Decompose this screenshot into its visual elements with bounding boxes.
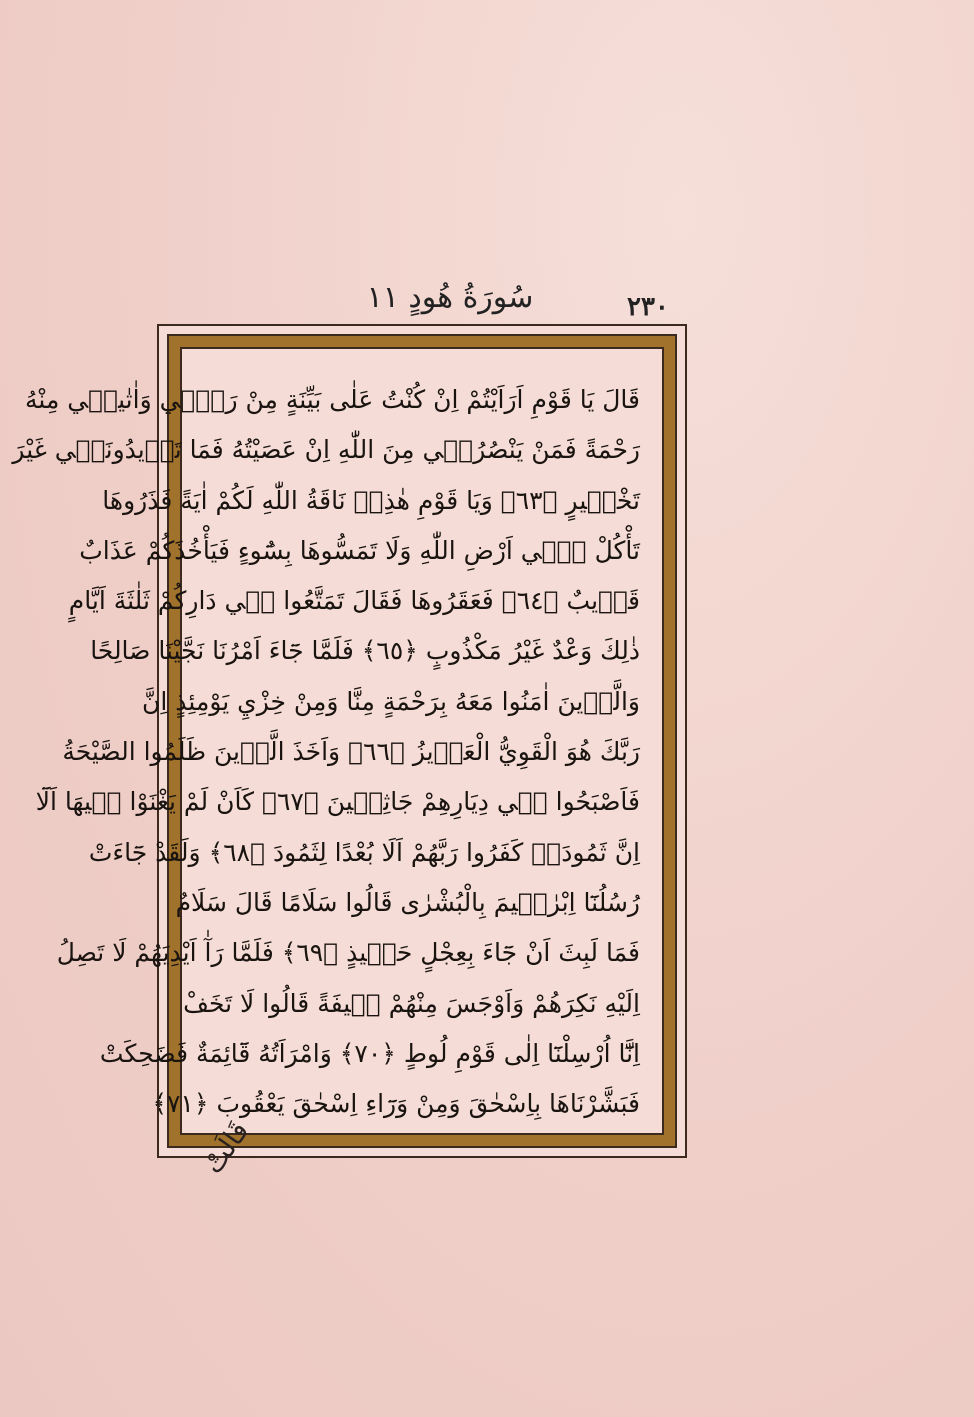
verse-line: فَاَصْبَحُوا ف۪ي دِيَارِهِمْ جَاثِم۪ينَ ﴿٦٧﴾ كَاَنْ لَمْ يَغْنَوْا ف۪يهَا اَلَٓا bbox=[35, 787, 640, 817]
gold-border bbox=[12, 334, 677, 1148]
verse-line: تَأْكُلْ ف۪ٓي اَرْضِ اللّٰهِ وَلَا تَمَسُّوهَا بِسُٓوءٍ فَيَأْخُذَكُمْ عَذَابٌ bbox=[79, 535, 640, 565]
text-frame bbox=[12, 324, 687, 1158]
verse-line: تَخْس۪يرٍ ﴿٦٣﴾ وَيَا قَوْمِ هٰذِه۪ نَاقَةُ اللّٰهِ لَكُمْ اٰيَةً فَذَرُوهَا bbox=[102, 485, 640, 515]
page-header bbox=[165, 280, 685, 328]
verse-line: فَمَا لَبِثَ اَنْ جَٓاءَ بِعِجْلٍ حَن۪يذٍ ﴿٦٩﴾ فَلَمَّا رَآٰ اَيْدِيَهُمْ لَا تَصِلُ bbox=[56, 938, 640, 968]
verse-line: وَالَّذ۪ينَ اٰمَنُوا مَعَهُ بِرَحْمَةٍ مِنَّا وَمِنْ خِزْيِ يَوْمِئِذٍ اِنَّ bbox=[142, 686, 640, 716]
verse-line: فَبَشَّرْنَاهَا بِاِسْحٰقَ وَمِنْ وَرَٓاءِ اِسْحٰقَ يَعْقُوبَ ﴿٧١﴾ bbox=[152, 1089, 640, 1119]
text-panel bbox=[12, 347, 664, 1135]
verse-line: اِلَيْهِ نَكِرَهُمْ وَاَوْجَسَ مِنْهُمْ خ۪يفَةً قَالُوا لَا تَخَفْ bbox=[183, 988, 640, 1018]
page-number: ٢٣٠ bbox=[627, 292, 669, 322]
surah-title: سُورَةُ هُودٍ ١١ bbox=[366, 280, 534, 315]
verse-line: اِنَّ ثَمُودَا۬ كَفَرُوا رَبَّهُمْ اَلَا بُعْدًا لِثَمُودَ ﴿٦٨﴾ وَلَقَدْ جَٓاءَتْ bbox=[88, 837, 640, 867]
catchword: قَالَتْ bbox=[198, 1116, 256, 1180]
verse-line: اِنَّٓا اُرْسِلْنَٓا اِلٰى قَوْمِ لُوطٍ ﴿٧٠﴾ وَامْرَاَتُهُ قَٓائِمَةٌ فَضَحِكَتْ bbox=[99, 1038, 640, 1068]
verse-block bbox=[12, 375, 640, 1119]
verse-line: رَبَّكَ هُوَ الْقَوِيُّ الْعَز۪يزُ ﴿٦٦﴾ وَاَخَذَ الَّذ۪ينَ ظَلَمُوا الصَّيْحَةُ bbox=[62, 737, 640, 767]
verse-line: رَحْمَةً فَمَنْ يَنْصُرُن۪ي مِنَ اللّٰهِ اِنْ عَصَيْتُهُ فَمَا تَز۪يدُونَن۪ي غَيْرَ bbox=[12, 435, 640, 465]
verse-line: قَالَ يَا قَوْمِ اَرَاَيْتُمْ اِنْ كُنْتُ عَلٰى بَيِّنَةٍ مِنْ رَبّ۪ي وَاٰتٰين۪ي مِنْهُ bbox=[25, 385, 640, 414]
verse-line: رُسُلُنَٓا اِبْرٰه۪يمَ بِالْبُشْرٰى قَالُوا سَلَامًا قَالَ سَلَامٌ bbox=[175, 887, 640, 917]
verse-line: ذٰلِكَ وَعْدٌ غَيْرُ مَكْذُوبٍ ﴿٦٥﴾ فَلَمَّا جَٓاءَ اَمْرُنَا نَجَّيْنَا صَالِحًا bbox=[90, 636, 640, 666]
verse-line: قَر۪يبٌ ﴿٦٤﴾ فَعَقَرُوهَا فَقَالَ تَمَتَّعُوا ف۪ي دَارِكُمْ ثَلٰثَةَ اَيَّامٍ bbox=[68, 586, 640, 616]
